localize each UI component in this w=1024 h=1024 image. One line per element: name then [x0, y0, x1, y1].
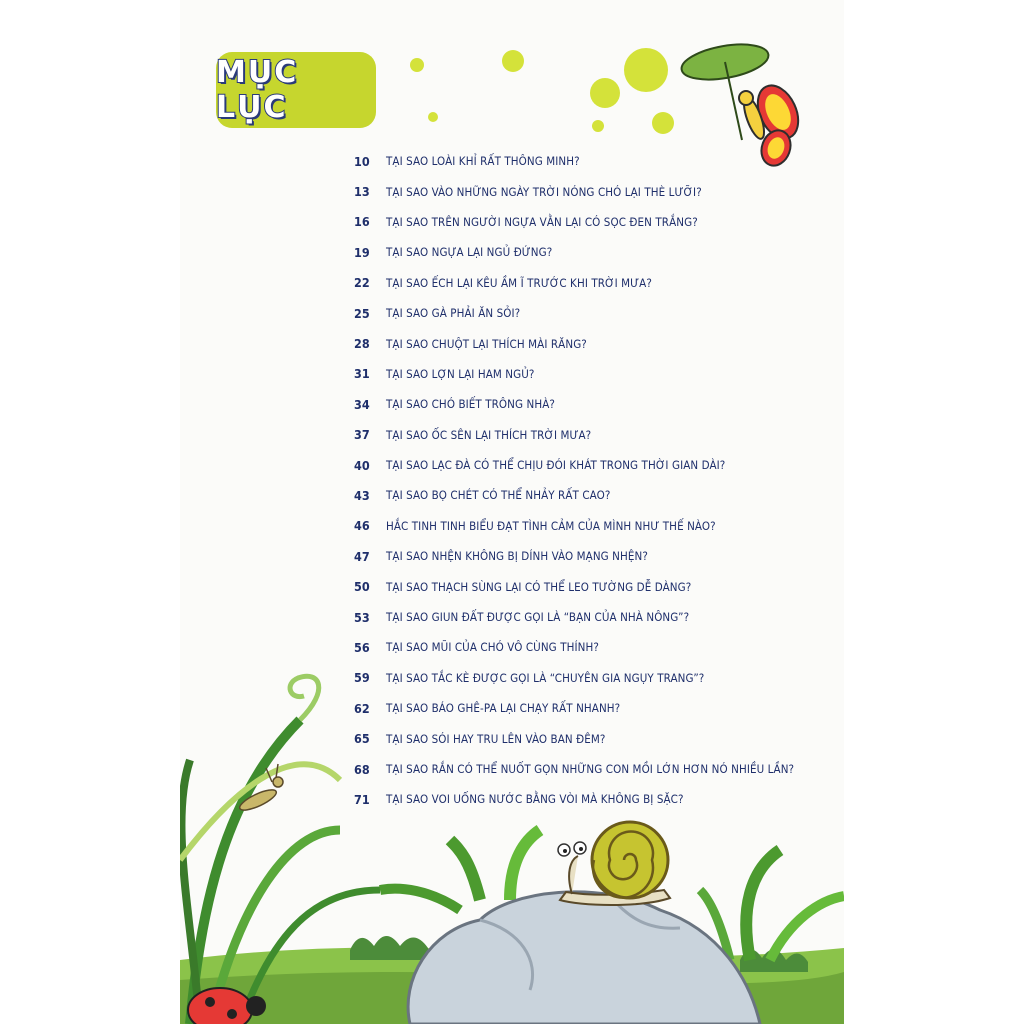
title-badge [216, 52, 376, 128]
toc-entry[interactable] [354, 450, 834, 480]
toc-entry[interactable] [354, 389, 834, 419]
toc-entry[interactable] [354, 602, 834, 632]
toc-title: TẠI SAO THẠCH SÙNG LẠI CÓ THỂ LEO TƯỜNG DỄ DÀNG? [386, 579, 692, 594]
toc-title: TẠI SAO ỐC SÊN LẠI THÍCH TRỜI MƯA? [386, 427, 592, 442]
toc-title: TẠI SAO LỢN LẠI HAM NGỦ? [386, 366, 535, 381]
decor-dot [592, 120, 604, 132]
toc-page-number: 68 [354, 761, 370, 777]
toc-title: TẠI SAO MŨI CỦA CHÓ VÔ CÙNG THÍNH? [386, 640, 599, 655]
toc-title: HẮC TINH TINH BIỂU ĐẠT TÌNH CẢM CỦA MÌNH NHƯ THẾ NÀO? [386, 518, 716, 533]
toc-page-number: 19 [354, 244, 370, 260]
decor-dot [652, 112, 674, 134]
toc-entry[interactable] [354, 237, 834, 267]
toc-entry[interactable] [354, 207, 834, 237]
toc-title: TẠI SAO BÁO GHÊ-PA LẠI CHẠY RẤT NHANH? [386, 701, 621, 716]
decor-dot [428, 112, 438, 122]
toc-title: TẠI SAO TRÊN NGƯỜI NGỰA VẰN LẠI CÓ SỌC ĐEN TRẮNG? [386, 214, 698, 229]
toc-page-number: 43 [354, 487, 370, 503]
book-page [180, 0, 844, 1024]
toc-page-number: 40 [354, 457, 370, 473]
toc-page-number: 59 [354, 670, 370, 686]
toc-entry[interactable] [354, 268, 834, 298]
toc-title: TẠI SAO LẠC ĐÀ CÓ THỂ CHỊU ĐÓI KHÁT TRONG THỜI GIAN DÀI? [386, 458, 726, 473]
toc-page-number: 46 [354, 518, 370, 534]
toc-entry[interactable] [354, 176, 834, 206]
toc-title: TẠI SAO GIUN ĐẤT ĐƯỢC GỌI LÀ “BẠN CỦA NHÀ NÔNG”? [386, 610, 690, 625]
toc-page-number: 53 [354, 609, 370, 625]
toc-title: TẠI SAO VOI UỐNG NƯỚC BẰNG VÒI MÀ KHÔNG BỊ SẶC? [386, 792, 684, 807]
toc-page-number: 65 [354, 731, 370, 747]
toc-page-number: 47 [354, 548, 370, 564]
toc-entry[interactable] [354, 541, 834, 571]
toc-page-number: 22 [354, 275, 370, 291]
toc-title: TẠI SAO TẮC KÈ ĐƯỢC GỌI LÀ “CHUYÊN GIA NGỤY TRANG”? [386, 670, 705, 685]
toc-entry[interactable] [354, 359, 834, 389]
decor-dot [624, 48, 668, 92]
decor-dot [590, 78, 620, 108]
toc-entry[interactable] [354, 571, 834, 601]
toc-title: TẠI SAO ẾCH LẠI KÊU ẦM Ĩ TRƯỚC KHI TRỜI MƯA? [386, 275, 652, 290]
toc-entry[interactable] [354, 146, 834, 176]
toc-page-number: 50 [354, 579, 370, 595]
toc-title: TẠI SAO BỌ CHÉT CÓ THỂ NHẢY RẤT CAO? [386, 488, 611, 503]
toc-title: TẠI SAO SÓI HAY TRU LÊN VÀO BAN ĐÊM? [386, 731, 606, 746]
toc-page-number: 13 [354, 184, 370, 200]
decor-dot [502, 50, 524, 72]
toc-entry[interactable] [354, 328, 834, 358]
toc-page-number: 34 [354, 396, 370, 412]
toc-title: TẠI SAO VÀO NHỮNG NGÀY TRỜI NÓNG CHÓ LẠI THÈ LƯỠI? [386, 184, 702, 199]
toc-page-number: 56 [354, 639, 370, 655]
toc-page-number: 71 [354, 791, 370, 807]
toc-entry[interactable] [354, 420, 834, 450]
toc-page-number: 31 [354, 366, 370, 382]
toc-entry[interactable] [354, 511, 834, 541]
toc-page-number: 16 [354, 214, 370, 230]
toc-title: TẠI SAO CHUỘT LẠI THÍCH MÀI RĂNG? [386, 336, 587, 351]
toc-page-number: 37 [354, 427, 370, 443]
page-title: MỤC LỤC [216, 55, 299, 125]
toc-page-number: 62 [354, 700, 370, 716]
toc-title: TẠI SAO NGỰA LẠI NGỦ ĐỨNG? [386, 245, 553, 260]
toc-title: TẠI SAO CHÓ BIẾT TRÔNG NHÀ? [386, 397, 556, 412]
toc-title: TẠI SAO RẮN CÓ THỂ NUỐT GỌN NHỮNG CON MỒI LỚN HƠN NÓ NHIỀU LẦN? [386, 762, 795, 776]
nature-scene-illustration [180, 660, 844, 1024]
snail-icon [558, 822, 670, 905]
decor-dot [410, 58, 424, 72]
toc-page-number: 10 [354, 153, 370, 169]
toc-entry[interactable] [354, 298, 834, 328]
toc-entry[interactable] [354, 480, 834, 510]
toc-page-number: 25 [354, 305, 370, 321]
toc-entry[interactable] [354, 632, 834, 662]
toc-page-number: 28 [354, 336, 370, 352]
toc-title: TẠI SAO LOÀI KHỈ RẤT THÔNG MINH? [386, 154, 580, 169]
toc-title: TẠI SAO NHỆN KHÔNG BỊ DÍNH VÀO MẠNG NHỆN? [386, 549, 648, 564]
toc-title: TẠI SAO GÀ PHẢI ĂN SỎI? [386, 306, 521, 321]
